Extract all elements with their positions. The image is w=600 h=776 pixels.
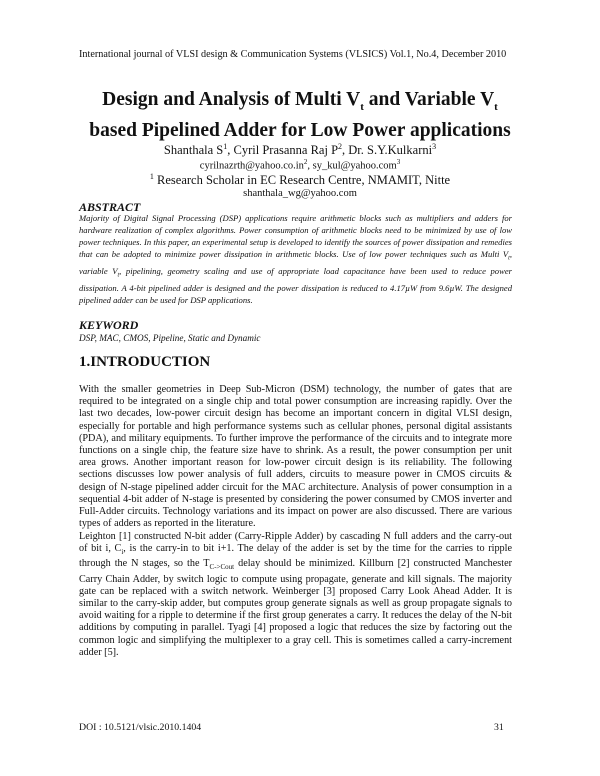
email-2-sup: 3 bbox=[396, 158, 401, 166]
email-1-sup: 2 bbox=[303, 158, 308, 166]
p2-text-c: delay should be minimized. Killburn [2] constructed Manchester Carry Chain Adder, by switch logic to compute using propagate, generate and kill signals. The majority gate can be replaced with a switch network. Weinberger [3] proposed Carry Look Ahead Adder. It is similar to the carry-skip adder, but computes group generate signals as well as group propagate signals to avoid waiting for a ripple to determine if the first group generates a carry. It reduces the delay of the N-bit additions by computing in parallel. Tyagi [4] proposed a logic that reduces the size by factoring out the common logic and simplifying the multiplexer to a gray cell. This is sometimes called a carry-increment adder [5]. bbox=[79, 558, 512, 658]
affiliation-sup: 1 bbox=[149, 172, 154, 181]
author-2-sup: 2 bbox=[338, 142, 343, 151]
paper-title bbox=[60, 88, 540, 143]
journal-header: International journal of VLSI design & Communication Systems (VLSICS) Vol.1, No.4, December 2010 bbox=[79, 49, 507, 60]
author-list bbox=[60, 142, 540, 158]
title-line2: based Pipelined Adder for Low Power applications bbox=[89, 119, 511, 141]
p2-text-a: Leighton [1] constructed N-bit adder (Carry-Ripple Adder) by cascading N full adders and the carry-out of bit i, C bbox=[79, 531, 512, 555]
abstract-text-a: Majority of Digital Signal Processing (DSP) applications require arithmetic blocks such as multipliers and adders for hardware realization of complex algorithms. Power consumption of arithmetic blocks need to be minimized by use of low power techniques. In this paper, an experimental setup is developed to identify the sources of power dissipation and remedies that can be adopted to minimize power dissipation in arithmetic blocks. Use of low power techniques such as Multi V bbox=[79, 213, 512, 260]
author-3: Dr. S.Y.Kulkarni bbox=[348, 143, 433, 158]
email-1: cyrilnazrth@yahoo.co.in bbox=[199, 160, 304, 172]
intro-paragraph-1: With the smaller geometries in Deep Sub-Micron (DSM) technology, the number of gates that are required to be integrated on a single chip and total power consumption are increasing rapidly. Over the last two decades, low-power circuit design has become an important concern in digital VLSI design, especially for portable and high performance systems such as cellular phones, personal digital assistants (PDA), and military equipments. To further improve the performance of the circuits and to integrate more functions on a single chip, the feature size have to shrink. As a result, the power consumption per unit area grows. Another important reason for low-power circuit design is its reliability. The following sections discusses low power analysis of full adders, circuits to measure power in CMOS circuits & design of N-stage pipelined adder circuit for the MAC architecture. Analysis of power consumption in a sequential 4-bit adder of N-stage is presented by considering the power consumed by CMOS inverter and Full-Adder circuits. Technology variations and its impact on power are also discussed. There are various types of adders as reported in the literature. bbox=[79, 384, 512, 530]
author-sep-2: , bbox=[342, 143, 349, 158]
author-2: Cyril Prasanna Raj P bbox=[233, 143, 339, 158]
abstract-heading: ABSTRACT bbox=[79, 200, 141, 214]
intro-paragraph-2 bbox=[79, 531, 512, 659]
title-sub2: t bbox=[494, 100, 498, 113]
p2-sub-1: i bbox=[121, 548, 124, 557]
affiliation-email: shanthala_wg@yahoo.com bbox=[243, 188, 357, 199]
title-sub1: t bbox=[360, 100, 364, 113]
author-3-sup: 3 bbox=[432, 142, 437, 151]
abstract-text-c: , pipelining, geometry scaling and use of appropriate load capacitance have been used to reduce power dissipation. A 4-bit pipelined adder is designed and the power dissipation is reduced to 4.17µW from 9.6µW. The designed pipelined adder can be used for DSP applications. bbox=[79, 266, 512, 305]
title-part2: and Variable V bbox=[363, 89, 495, 110]
abstract-sub-a: t bbox=[508, 256, 510, 262]
keyword-list: DSP, MAC, CMOS, Pipeline, Static and Dynamic bbox=[79, 333, 261, 343]
email-2: , sy_kul@yahoo.com bbox=[307, 160, 397, 172]
footer-doi: DOI : 10.5121/vlsic.2010.1404 bbox=[79, 722, 202, 733]
abstract-sub-b: t bbox=[117, 272, 120, 279]
abstract-body bbox=[79, 212, 512, 306]
author-1-sup: 1 bbox=[223, 142, 228, 151]
author-1: Shanthala S bbox=[163, 143, 224, 158]
intro-heading: 1.INTRODUCTION bbox=[79, 354, 211, 370]
title-part1: Design and Analysis of Multi V bbox=[102, 89, 361, 110]
author-sep-1: , bbox=[227, 143, 234, 158]
abstract-text-b: , variable V bbox=[79, 249, 512, 277]
author-emails bbox=[60, 158, 540, 172]
affiliation-text: Research Scholar in EC Research Centre, NMAMIT, Nitte bbox=[153, 173, 451, 188]
affiliation bbox=[60, 172, 540, 188]
p2-text-b: , is the carry-in to bit i+1. The delay of the adder is set by the time for the carries to ripple through the N stages, so the T bbox=[79, 543, 512, 570]
keyword-heading: KEYWORD bbox=[79, 318, 139, 332]
p2-sub-2: C->Cout bbox=[209, 563, 235, 572]
page-number: 31 bbox=[494, 722, 504, 733]
